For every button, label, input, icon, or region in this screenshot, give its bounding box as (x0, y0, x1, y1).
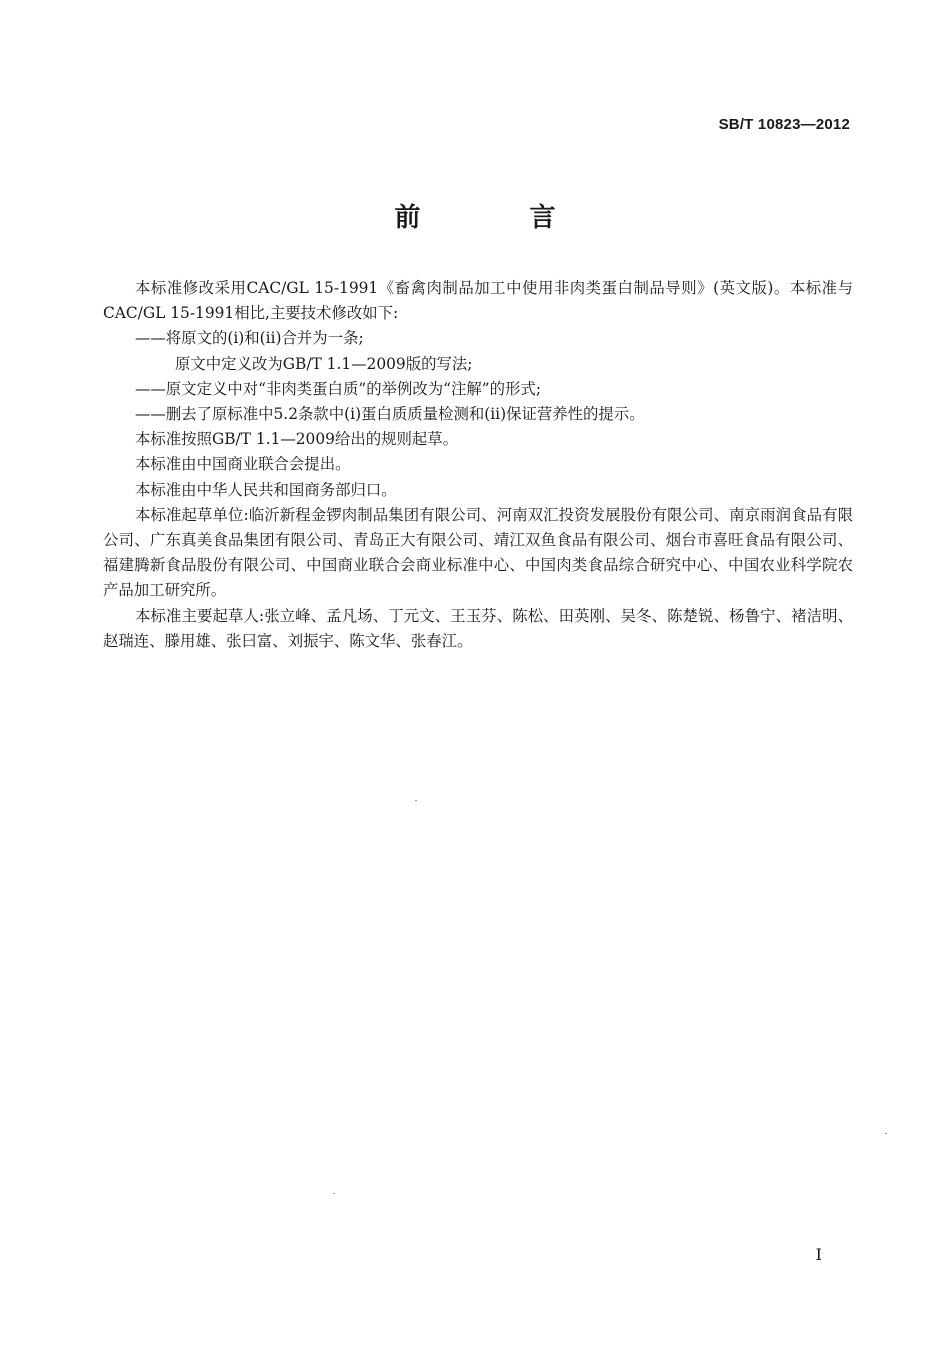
foreword-body (103, 276, 853, 654)
list-item: ——删去了原标准中5.2条款中(ⅰ)蛋白质质量检测和(ⅱ)保证营养性的提示。 (135, 405, 645, 424)
list-item: ——将原文的(ⅰ)和(ⅱ)合并为一条; (135, 329, 364, 348)
standard-code: SB/T 10823—2012 (718, 116, 850, 133)
paragraph-intro: 本标准修改采用CAC/GL 15-1991《畜禽肉制品加工中使用非肉类蛋白制品导则》(英文版)。本标准与CAC/GL 15-1991相比,主要技术修改如下: (103, 279, 853, 323)
list-item: 原文中定义改为GB/T 1.1—2009版的写法; (175, 354, 473, 373)
paragraph-proposer: 本标准由中国商业联合会提出。 (135, 455, 351, 474)
paragraph-centralized: 本标准由中华人民共和国商务部归口。 (135, 480, 397, 499)
page-number: I (815, 1245, 822, 1264)
scan-speck (415, 800, 417, 801)
list-item: ——原文定义中对“非肉类蛋白质”的举例改为“注解”的形式; (135, 379, 542, 398)
paragraph-drafting-rules: 本标准按照GB/T 1.1—2009给出的规则起草。 (135, 430, 459, 449)
page-title: 前 言 (394, 203, 606, 233)
scan-speck (885, 1133, 887, 1134)
paragraph-drafters: 本标准主要起草人:张立峰、孟凡场、丁元文、王玉芬、陈松、田英刚、吴冬、陈楚锐、杨鲁宁、褚洁明、赵瑞连、滕用雄、张曰富、刘振宇、陈文华、张春江。 (103, 606, 853, 650)
scan-speck (333, 1193, 335, 1194)
paragraph-drafting-units: 本标准起草单位:临沂新程金锣肉制品集团有限公司、河南双汇投资发展股份有限公司、南京雨润食品有限公司、广东真美食品集团有限公司、青岛正大有限公司、靖江双鱼食品有限公司、烟台市喜旺食品有限公司、福建腾新食品股份有限公司、中国商业联合会商业标准中心、中国肉类食品综合研究中心、中国农业科学院农产品加工研究所。 (103, 505, 853, 600)
